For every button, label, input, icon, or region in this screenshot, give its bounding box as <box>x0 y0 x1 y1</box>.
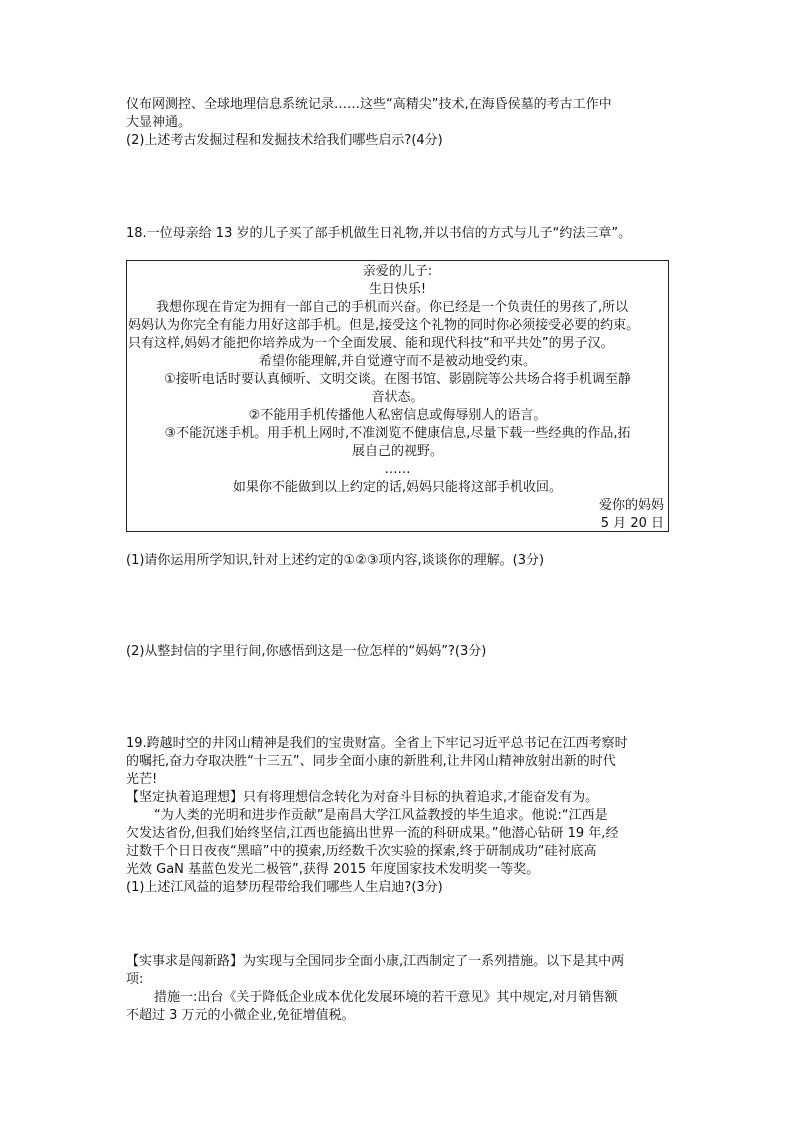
q18-subquestion-2: (2)从整封信的字里行间,你感悟到这是一位怎样的“妈妈”?(3分) <box>126 644 487 659</box>
q19-section-1-para-1: “为人类的光明和进步作贡献”是南昌大学江风益教授的毕生追求。他说:“江西是 <box>154 808 608 823</box>
letter-date: 5 月 20 日 <box>600 516 664 531</box>
q19-section-2-title-cont: 项: <box>126 972 144 987</box>
q19-section-1-para-3: 过数千个日日夜夜“黑暗”中的摸索,历经数千次实验的探索,终于研制成功“硅衬底高 <box>126 844 597 859</box>
letter-closing: 如果你不能做到以上约定的话,妈妈只能将这部手机收回。 <box>232 480 563 495</box>
letter-ellipsis: …… <box>384 462 411 477</box>
letter-rule-3b: 展自己的视野。 <box>351 444 443 459</box>
q19-subquestion-1: (1)上述江风益的追梦历程带给我们哪些人生启迪?(3分) <box>126 880 443 895</box>
letter-paragraph-1b: 妈妈认为你完全有能力用好这部手机。但是,接受这个礼物的同时你必须接受必要的约束。 <box>128 318 640 333</box>
q17-subquestion-2: (2)上述考古发掘过程和发掘技术给我们哪些启示?(4分) <box>126 133 443 148</box>
q19-section-2-title: 【实事求是闯新路】为实现与全国同步全面小康,江西制定了一系列措施。以下是其中两 <box>126 954 625 969</box>
letter-rule-2: ②不能用手机传播他人私密信息或侮辱别人的语言。 <box>248 408 547 423</box>
q17-text-line-2: 大显神通。 <box>126 115 192 130</box>
q19-section-1-para-4: 光效 GaN 基蓝色发光二极管”,获得 2015 年度国家技术发明奖一等奖。 <box>126 862 540 877</box>
q17-text-line-1: 仪布网测控、全球地理信息系统记录……这些“高精尖”技术,在海昏侯墓的考古工作中 <box>126 97 612 112</box>
letter-paragraph-2: 希望你能理解,并自觉遵守而不是被动地受约束。 <box>258 354 537 369</box>
letter-box <box>126 260 669 532</box>
q19-section-1-title: 【坚定执着追理想】只有将理想信念转化为对奋斗目标的执着追求,才能奋发有为。 <box>126 790 599 805</box>
letter-rule-1a: ①接听电话时要认真倾听、文明交谈。在图书馆、影剧院等公共场合将手机调至静 <box>164 372 631 387</box>
letter-paragraph-1a: 我想你现在肯定为拥有一部自己的手机而兴奋。你已经是一个负责任的男孩了,所以 <box>156 300 629 315</box>
letter-paragraph-1c: 只有这样,妈妈才能把你培养成为一个全面发展、能和现代科技“和平共处”的男子汉。 <box>128 336 614 351</box>
q19-measure-1b: 不超过 3 万元的小微企业,免征增值税。 <box>126 1008 355 1023</box>
q19-stem-line-3: 光芒! <box>126 772 158 787</box>
q19-measure-1a: 措施一:出台《关于降低企业成本优化发展环境的若干意见》其中规定,对月销售额 <box>154 990 618 1005</box>
q18-stem: 18.一位母亲给 13 岁的儿子买了部手机做生日礼物,并以书信的方式与儿子“约法三章”。 <box>126 226 632 241</box>
letter-greeting: 生日快乐! <box>368 282 427 297</box>
q19-stem-line-2: 的嘱托,奋力夺取决胜“十三五”、同步全面小康的新胜利,让井冈山精神放射出新的时代 <box>126 754 616 769</box>
q19-section-1-para-2: 欠发达省份,但我们始终坚信,江西也能搞出世界一流的科研成果。”他潜心钻研 19 年,经 <box>126 826 619 841</box>
letter-rule-3a: ③不能沉迷手机。用手机上网时,不准浏览不健康信息,尽量下载一些经典的作品,拓 <box>164 426 631 441</box>
letter-signature: 爱你的妈妈 <box>598 498 664 513</box>
q19-stem-line-1: 19.跨越时空的井冈山精神是我们的宝贵财富。全省上下牢记习近平总书记在江西考察时 <box>126 736 628 751</box>
letter-rule-1b: 音状态。 <box>371 390 424 405</box>
q18-subquestion-1: (1)请你运用所学知识,针对上述约定的①②③项内容,谈谈你的理解。(3分) <box>126 553 545 568</box>
letter-salutation: 亲爱的儿子: <box>362 264 433 279</box>
